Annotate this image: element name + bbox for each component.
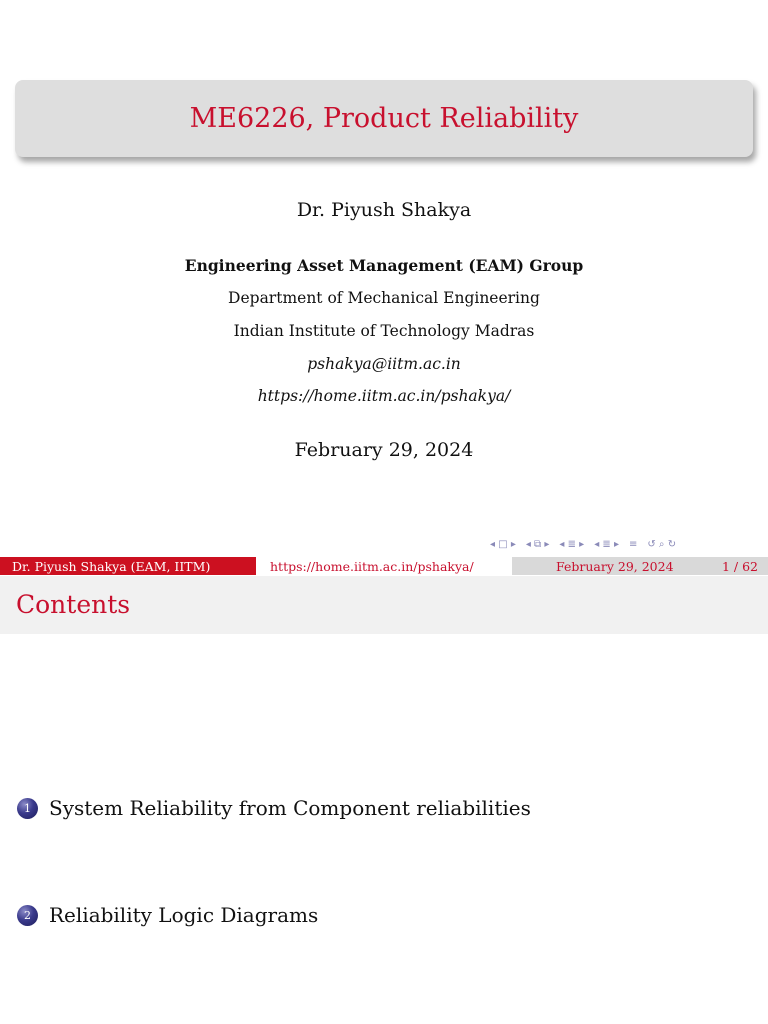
- footer-bar: [0, 557, 768, 575]
- author-name: Dr. Piyush Shakya: [296, 199, 472, 221]
- nav-frame-icon[interactable]: ◂ □ ▸: [490, 539, 516, 550]
- nav-section-icon[interactable]: ◂ ≣ ▸: [559, 539, 585, 550]
- nav-appendix-icon[interactable]: ≡: [628, 539, 638, 550]
- nav-search-icon[interactable]: ↺ ⌕ ↻: [647, 539, 677, 550]
- beamer-navigation: [490, 539, 676, 551]
- author-email: pshakya@iitm.ac.in: [307, 355, 461, 373]
- presentation-title: ME6226, Product Reliability: [189, 103, 579, 134]
- nav-subsection-icon[interactable]: ◂ ⧉ ▸: [525, 539, 550, 550]
- footer-date: February 29, 2024: [556, 558, 674, 574]
- frame-title: Contents: [16, 590, 131, 619]
- group-name: Engineering Asset Management (EAM) Group: [184, 256, 584, 275]
- nav-slide-icon[interactable]: ◂ ≣ ▸: [594, 539, 619, 550]
- institute-name: Indian Institute of Technology Madras: [233, 322, 535, 340]
- presentation-date: February 29, 2024: [294, 439, 474, 461]
- title-block: [15, 80, 753, 157]
- toc-number-ball-icon: 1: [17, 798, 38, 819]
- footer-url[interactable]: https://home.iitm.ac.in/pshakya/: [256, 557, 512, 575]
- footer-author: Dr. Piyush Shakya (EAM, IITM): [0, 557, 256, 575]
- toc-item[interactable]: [17, 796, 531, 820]
- frame-header: [0, 576, 768, 634]
- footer-date-page: [512, 557, 768, 575]
- toc-item-label: System Reliability from Component reliabilities: [49, 796, 531, 820]
- toc-number-ball-icon: 2: [17, 905, 38, 926]
- toc-item-label: Reliability Logic Diagrams: [49, 903, 319, 927]
- author-url: https://home.iitm.ac.in/pshakya/: [257, 387, 511, 405]
- footer-page-number: 1 / 62: [721, 558, 758, 574]
- contents-slide: [0, 576, 768, 1024]
- toc-item[interactable]: [17, 903, 318, 927]
- department-name: Department of Mechanical Engineering: [228, 289, 540, 307]
